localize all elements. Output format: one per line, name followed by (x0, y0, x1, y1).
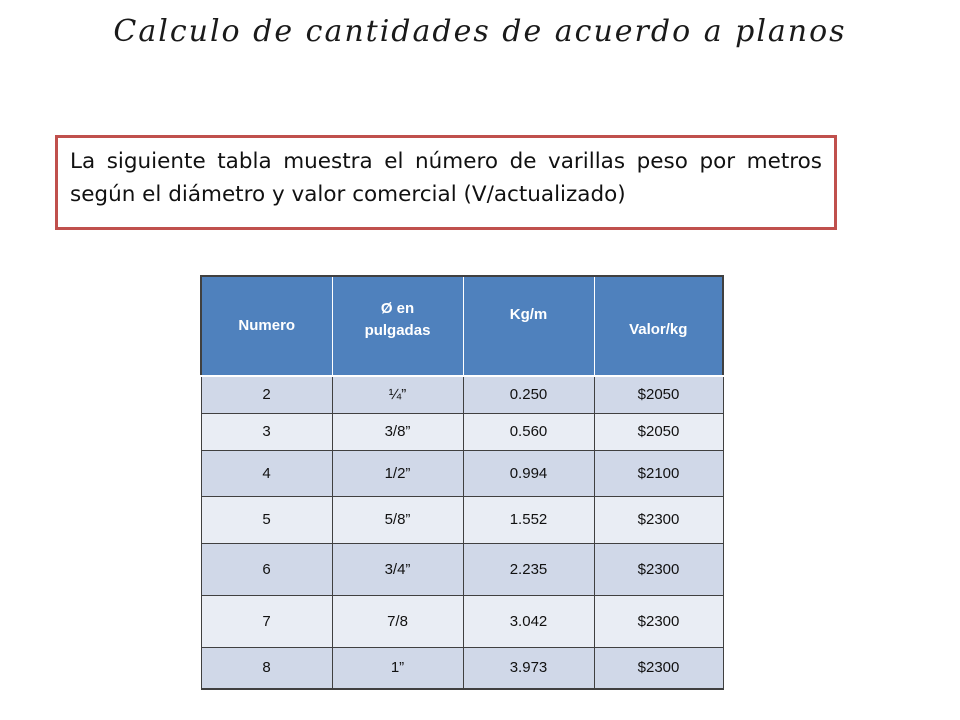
header-valor-kg-label: Valor/kg (629, 321, 688, 338)
cell-valor-kg: $2300 (594, 543, 723, 595)
table-header-row (201, 276, 723, 376)
table-row (201, 595, 723, 647)
header-kg-m (463, 276, 594, 376)
cell-valor-kg: $2100 (594, 450, 723, 496)
cell-numero: 8 (201, 647, 332, 689)
cell-valor-kg: $2300 (594, 595, 723, 647)
cell-valor-kg: $2300 (594, 496, 723, 543)
table-row (201, 647, 723, 689)
header-valor-kg (594, 276, 723, 376)
cell-kg-m: 0.560 (463, 413, 594, 450)
cell-numero: 5 (201, 496, 332, 543)
cell-diametro: 5/8” (332, 496, 463, 543)
rebar-table (200, 275, 724, 690)
cell-valor-kg: $2050 (594, 413, 723, 450)
table-row (201, 413, 723, 450)
cell-diametro: 3/8” (332, 413, 463, 450)
header-numero: Numero (201, 276, 332, 376)
cell-diametro: ¼” (332, 376, 463, 413)
cell-diametro: 1” (332, 647, 463, 689)
cell-kg-m: 1.552 (463, 496, 594, 543)
cell-valor-kg: $2300 (594, 647, 723, 689)
cell-numero: 3 (201, 413, 332, 450)
cell-kg-m: 0.250 (463, 376, 594, 413)
header-diametro-label: Ø en pulgadas (364, 300, 431, 339)
cell-numero: 7 (201, 595, 332, 647)
cell-diametro: 3/4” (332, 543, 463, 595)
cell-numero: 4 (201, 450, 332, 496)
cell-kg-m: 3.973 (463, 647, 594, 689)
table-row (201, 496, 723, 543)
cell-kg-m: 0.994 (463, 450, 594, 496)
header-kg-m-label: Kg/m (509, 306, 548, 323)
cell-numero: 6 (201, 543, 332, 595)
cell-numero: 2 (201, 376, 332, 413)
table-row (201, 450, 723, 496)
cell-diametro: 1/2” (332, 450, 463, 496)
cell-kg-m: 2.235 (463, 543, 594, 595)
table-row (201, 376, 723, 413)
table-row (201, 543, 723, 595)
cell-diametro: 7/8 (332, 595, 463, 647)
cell-valor-kg: $2050 (594, 376, 723, 413)
note-box: La siguiente tabla muestra el número de varillas peso por metros según el diámetro y valor comercial (V/actualizado) (55, 135, 837, 230)
header-diametro (332, 276, 463, 376)
page-title: Calculo de cantidades de acuerdo a planos (113, 14, 847, 49)
cell-kg-m: 3.042 (463, 595, 594, 647)
